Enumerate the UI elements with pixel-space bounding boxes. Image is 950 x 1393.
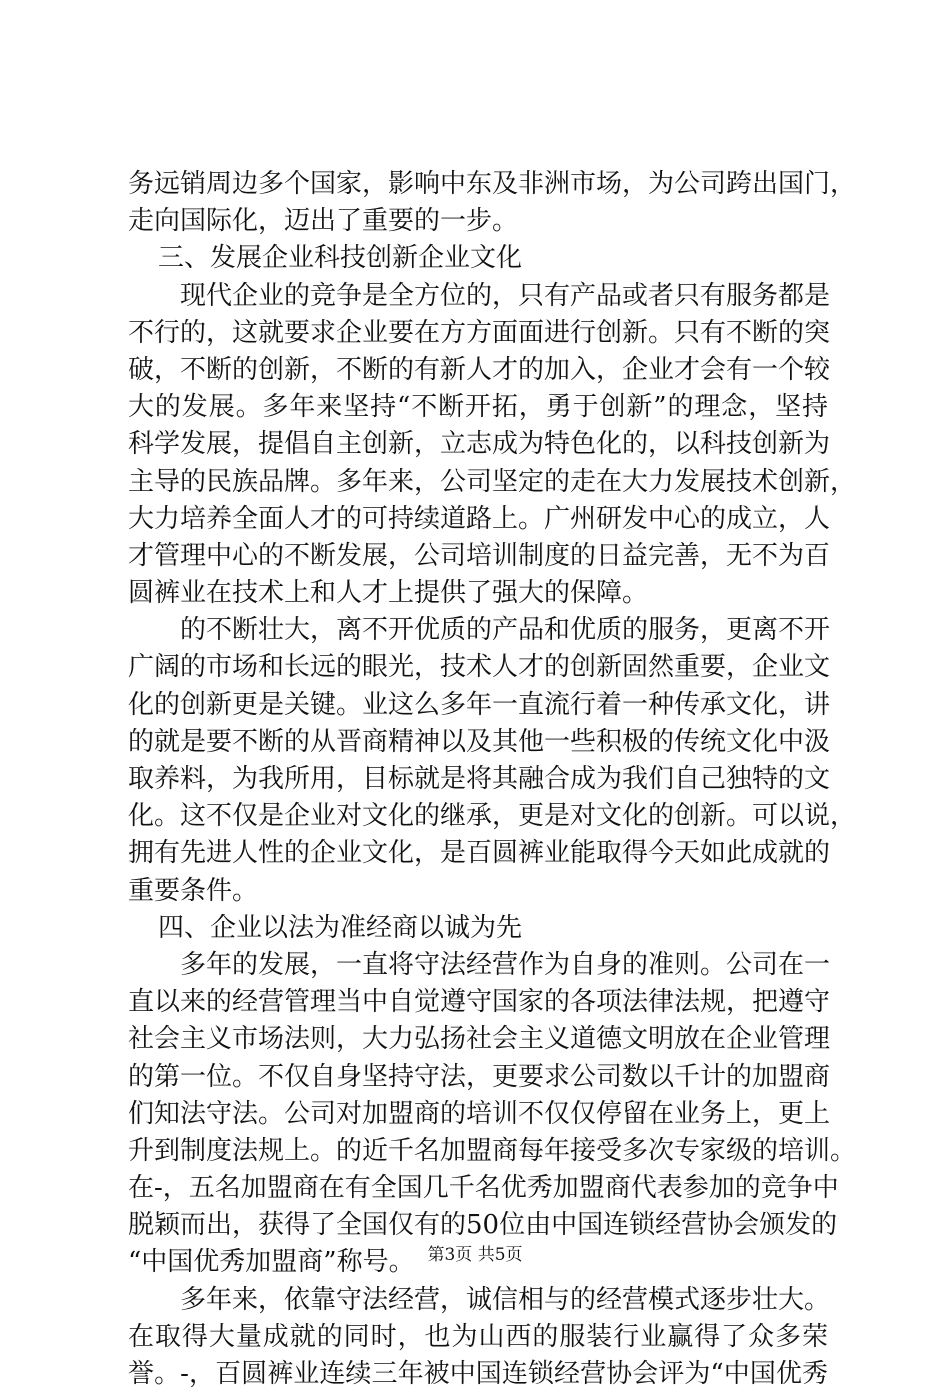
- text-line: 现代企业的竞争是全方位的，只有产品或者只有服务都是: [180, 280, 831, 311]
- text-line: 走向国际化，迈出了重要的一步。: [128, 206, 519, 237]
- text-line: 的不断壮大，离不开优质的产品和优质的服务，更离不开: [180, 615, 831, 646]
- section-heading: 三、发展企业科技创新企业文化: [158, 243, 523, 274]
- text-line: 脱颖而出，获得了全国仅有的50位由中国连锁经营协会颁发的: [128, 1210, 838, 1241]
- text-line: 在-，五名加盟商在有全国几千名优秀加盟商代表参加的竞争中: [128, 1173, 839, 1204]
- text-line: 大力培养全面人才的可持续道路上。广州研发中心的成立，人: [128, 503, 831, 534]
- text-line: 的就是要不断的从晋商精神以及其他一些积极的传统文化中汲: [128, 726, 831, 757]
- text-line: 圆裤业在技术上和人才上提供了强大的保障。: [128, 578, 649, 609]
- text-line: 拥有先进人性的企业文化，是百圆裤业能取得今天如此成就的: [128, 838, 831, 869]
- text-line: 重要条件。: [128, 875, 259, 906]
- text-line: 取养料，为我所用，目标就是将其融合成为我们自己独特的文: [128, 764, 831, 794]
- text-line: “中国优秀加盟商”称号。: [128, 1247, 415, 1278]
- text-line: 化的创新更是关键。业这么多年一直流行着一种传承文化，讲: [128, 689, 831, 720]
- text-line: 升到制度法规上。的近千名加盟商每年接受多次专家级的培训。: [128, 1135, 857, 1166]
- text-line: 不行的，这就要求企业要在方方面面进行创新。只有不断的突: [128, 317, 831, 348]
- text-line: 社会主义市场法则，大力弘扬社会主义道德文明放在企业管理: [128, 1024, 831, 1055]
- text-line: 多年来，依靠守法经营，诚信相与的经营模式逐步壮大。: [180, 1284, 831, 1315]
- text-line: 的第一位。不仅自身坚持守法，更要求公司数以千计的加盟商: [128, 1061, 831, 1092]
- text-line: 直以来的经营管理当中自觉遵守国家的各项法律法规，把遵守: [128, 987, 831, 1018]
- text-line: 破，不断的创新，不断的有新人才的加入，企业才会有一个较: [128, 354, 831, 385]
- section-heading: 四、企业以法为准经商以诚为先: [158, 912, 523, 943]
- text-line: 大的发展。多年来坚持“不断开拓，勇于创新”的理念，坚持: [128, 392, 828, 423]
- text-line: 主导的民族品牌。多年来，公司坚定的走在大力发展技术创新，: [128, 466, 857, 497]
- text-line: 才管理中心的不断发展，公司培训制度的日益完善，无不为百: [128, 540, 831, 571]
- text-line: 在取得大量成就的同时，也为山西的服装行业赢得了众多荣: [128, 1321, 828, 1352]
- text-line: 科学发展，提倡自主创新，立志成为特色化的，以科技创新为: [128, 429, 831, 460]
- text-line: 们知法守法。公司对加盟商的培训不仅仅停留在业务上，更上: [128, 1098, 831, 1129]
- text-line: 多年的发展，一直将守法经营作为自身的准则。公司在一: [180, 949, 831, 980]
- text-line: 化。这不仅是企业对文化的继承，更是对文化的创新。可以说，: [128, 801, 857, 832]
- document-body: [128, 166, 857, 1393]
- page-number-footer: 第3页 共5页: [427, 1245, 523, 1265]
- text-line: 务远销周边多个国家，影响中东及非洲市场，为公司跨出国门，: [128, 169, 857, 199]
- text-line: 誉。-，百圆裤业连续三年被中国连锁经营协会评为“中国优秀: [128, 1359, 828, 1389]
- text-line: 广阔的市场和长远的眼光，技术人才的创新固然重要，企业文: [128, 652, 831, 683]
